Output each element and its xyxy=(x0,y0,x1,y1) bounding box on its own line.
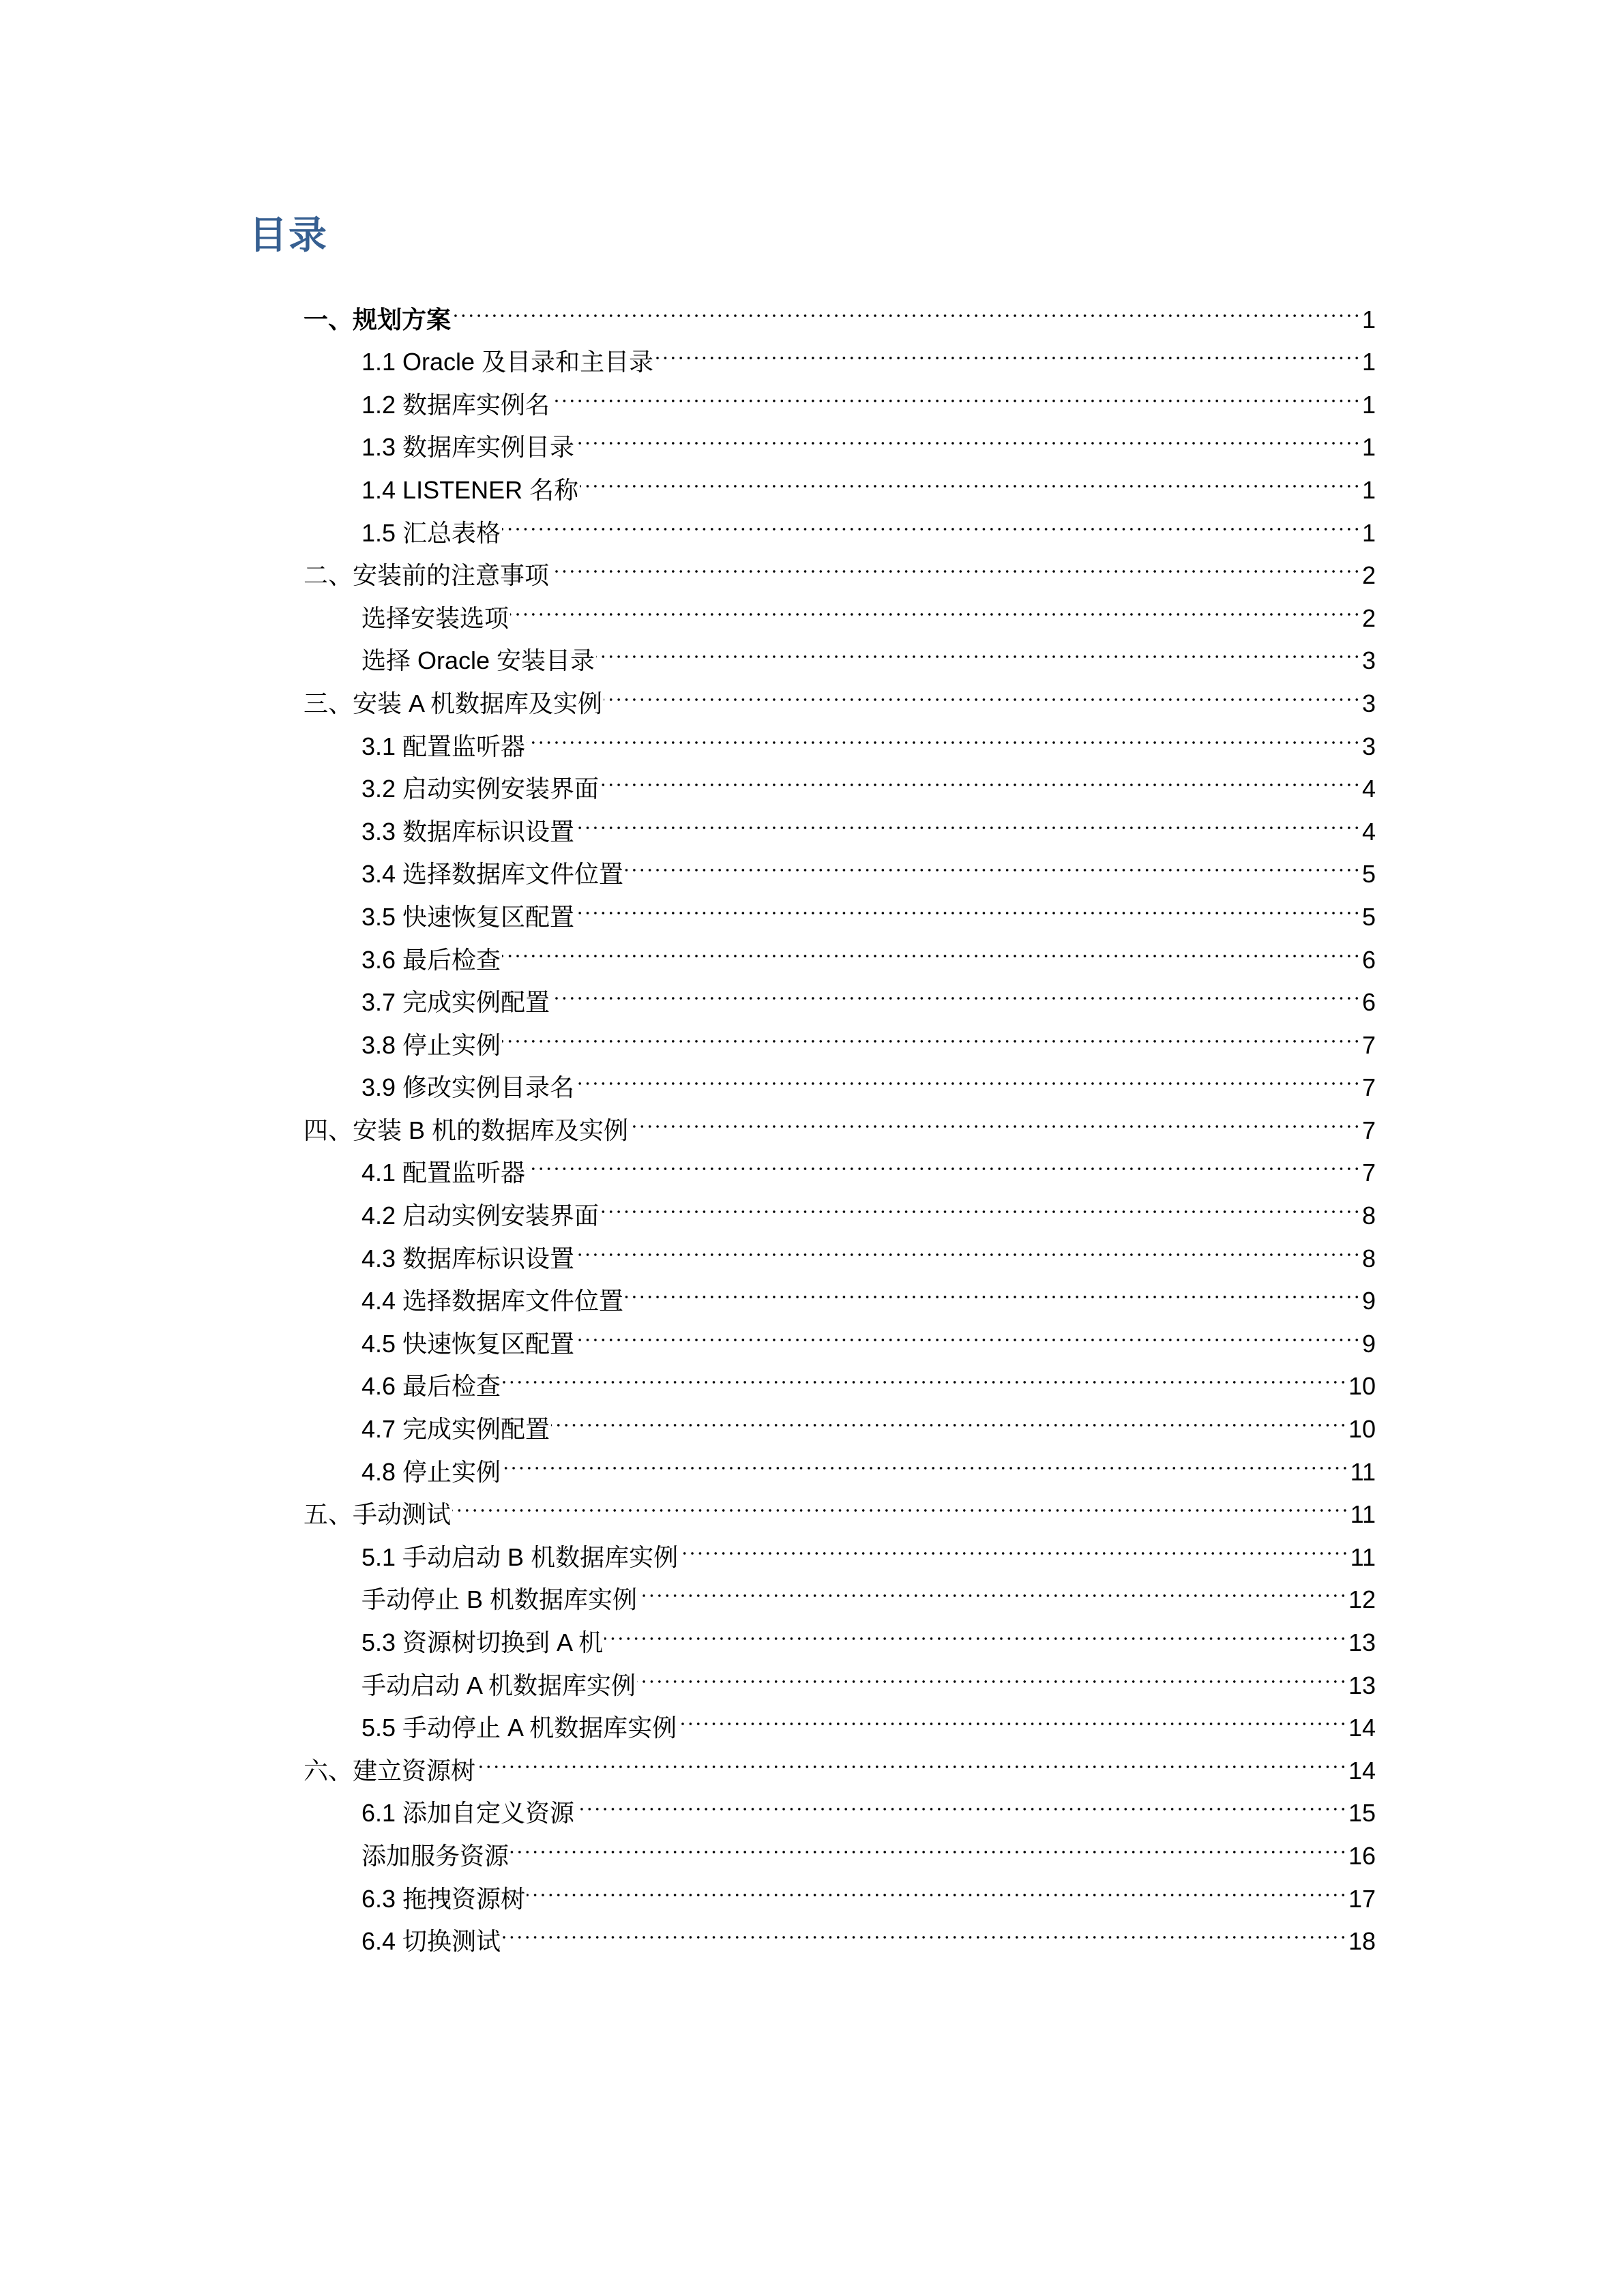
toc-entry-label: 3.3 数据库标识设置 xyxy=(361,817,575,846)
toc-entry-label: 二、安装前的注意事项 xyxy=(304,561,550,590)
toc-entry-label: 3.6 最后检查 xyxy=(361,945,501,974)
toc-entry-page-number: 1 xyxy=(1361,433,1376,462)
dot-leader xyxy=(576,1309,1361,1352)
dot-leader xyxy=(510,584,1361,627)
table-of-contents xyxy=(304,285,1376,1956)
dot-leader xyxy=(679,1523,1349,1566)
toc-entry-page-number: 10 xyxy=(1348,1415,1376,1444)
toc-entry-page-number: 6 xyxy=(1361,945,1376,974)
toc-entry-page-number: 7 xyxy=(1361,1073,1376,1102)
dot-leader xyxy=(502,1011,1361,1054)
toc-entry-label: 五、手动测试 xyxy=(304,1500,452,1529)
dot-leader xyxy=(576,882,1361,925)
dot-leader xyxy=(625,1267,1361,1310)
toc-entry-label: 5.5 手动停止 A 机数据库实例 xyxy=(361,1714,677,1742)
toc-entry-label: 4.7 完成实例配置 xyxy=(361,1415,550,1444)
toc-entry-page-number: 8 xyxy=(1361,1202,1376,1230)
dot-leader xyxy=(551,1395,1347,1437)
dot-leader xyxy=(604,1608,1347,1651)
toc-entry-page-number: 14 xyxy=(1348,1714,1376,1742)
dot-leader xyxy=(678,1694,1347,1737)
toc-entry-page-number: 1 xyxy=(1361,348,1376,376)
dot-leader xyxy=(502,1437,1349,1480)
toc-entry-page-number: 11 xyxy=(1350,1457,1376,1486)
toc-entry-label: 1.2 数据库实例名 xyxy=(361,390,550,419)
dot-leader xyxy=(638,1566,1347,1609)
dot-leader xyxy=(527,1139,1361,1182)
dot-leader xyxy=(502,1352,1347,1395)
toc-entry-label: 1.3 数据库实例目录 xyxy=(361,433,575,462)
dot-leader xyxy=(551,968,1361,1011)
dot-leader xyxy=(510,1821,1347,1864)
toc-entry-label: 4.3 数据库标识设置 xyxy=(361,1244,575,1272)
dot-leader xyxy=(637,1651,1347,1694)
toc-entry-page-number: 15 xyxy=(1348,1799,1376,1828)
dot-leader xyxy=(502,1907,1347,1950)
toc-entry-label: 3.4 选择数据库文件位置 xyxy=(361,860,624,889)
dot-leader xyxy=(551,370,1361,413)
dot-leader xyxy=(576,413,1361,456)
toc-entry-label: 3.7 完成实例配置 xyxy=(361,988,550,1017)
dot-leader xyxy=(630,1096,1361,1139)
toc-entry-label: 6.3 拖拽资源树 xyxy=(361,1884,526,1913)
toc-entry-page-number: 2 xyxy=(1361,561,1376,590)
toc-entry-page-number: 7 xyxy=(1361,1159,1376,1187)
toc-entry-label: 选择安装选项 xyxy=(361,603,510,632)
toc-entry-label: 4.6 最后检查 xyxy=(361,1372,501,1401)
toc-entry-label: 4.1 配置监听器 xyxy=(361,1159,526,1187)
toc-entry-page-number: 9 xyxy=(1361,1287,1376,1315)
toc-entry-page-number: 14 xyxy=(1348,1756,1376,1785)
toc-entry-page-number: 13 xyxy=(1348,1628,1376,1656)
toc-entry-page-number: 1 xyxy=(1361,305,1376,333)
toc-entry-page-number: 5 xyxy=(1361,860,1376,889)
toc-entry-page-number: 11 xyxy=(1350,1542,1376,1571)
toc-entry-page-number: 4 xyxy=(1361,817,1376,846)
toc-entry-page-number: 1 xyxy=(1361,518,1376,547)
toc-entry-label: 6.1 添加自定义资源 xyxy=(361,1799,575,1828)
toc-entry-page-number: 3 xyxy=(1361,689,1376,717)
toc-entry-label: 4.8 停止实例 xyxy=(361,1457,501,1486)
dot-leader xyxy=(600,755,1361,798)
toc-entry-page-number: 8 xyxy=(1361,1244,1376,1272)
dot-leader xyxy=(655,328,1361,371)
dot-leader xyxy=(527,712,1361,755)
toc-entry-label: 3.9 修改实例目录名 xyxy=(361,1073,575,1102)
dot-leader xyxy=(502,925,1361,968)
toc-entry-label: 4.4 选择数据库文件位置 xyxy=(361,1287,624,1315)
dot-leader xyxy=(527,1864,1347,1907)
toc-entry-page-number: 7 xyxy=(1361,1030,1376,1059)
toc-entry[interactable] xyxy=(304,1523,1376,1571)
toc-entry-label: 手动停止 B 机数据库实例 xyxy=(361,1585,638,1614)
toc-entry-label: 1.1 Oracle 及目录和主目录 xyxy=(361,348,654,376)
toc-entry-page-number: 13 xyxy=(1348,1671,1376,1699)
toc-entry-page-number: 1 xyxy=(1361,475,1376,504)
dot-leader xyxy=(596,627,1361,670)
toc-entry-page-number: 6 xyxy=(1361,988,1376,1017)
toc-entry-label: 5.3 资源树切换到 A 机 xyxy=(361,1628,604,1656)
toc-entry-page-number: 5 xyxy=(1361,902,1376,931)
toc-entry-page-number: 4 xyxy=(1361,775,1376,803)
toc-entry-label: 3.1 配置监听器 xyxy=(361,732,526,760)
toc-entry-label: 六、建立资源树 xyxy=(304,1756,476,1785)
toc-entry-page-number: 16 xyxy=(1348,1841,1376,1870)
toc-entry-page-number: 7 xyxy=(1361,1116,1376,1144)
toc-entry-label: 3.8 停止实例 xyxy=(361,1030,501,1059)
toc-entry-label: 三、安装 A 机数据库及实例 xyxy=(304,689,603,717)
toc-entry-page-number: 10 xyxy=(1348,1372,1376,1401)
toc-entry-label: 4.5 快速恢复区配置 xyxy=(361,1329,575,1358)
toc-entry-page-number: 18 xyxy=(1348,1927,1376,1956)
dot-leader xyxy=(604,669,1361,712)
dot-leader xyxy=(477,1736,1347,1779)
toc-entry-label: 3.2 启动实例安装界面 xyxy=(361,775,600,803)
toc-entry[interactable] xyxy=(304,328,1376,376)
toc-entry[interactable] xyxy=(304,285,1376,333)
dot-leader xyxy=(625,840,1361,883)
toc-entry-label: 5.1 手动启动 B 机数据库实例 xyxy=(361,1542,679,1571)
dot-leader xyxy=(600,1181,1361,1224)
toc-entry-label: 6.4 切换测试 xyxy=(361,1927,501,1956)
toc-entry-label: 一、规划方案 xyxy=(304,305,452,333)
toc-entry-page-number: 17 xyxy=(1348,1884,1376,1913)
toc-entry-page-number: 2 xyxy=(1361,603,1376,632)
toc-entry-label: 手动启动 A 机数据库实例 xyxy=(361,1671,636,1699)
toc-entry-label: 选择 Oracle 安装目录 xyxy=(361,646,595,675)
toc-entry-label: 1.4 LISTENER 名称 xyxy=(361,475,579,504)
toc-entry-label: 4.2 启动实例安装界面 xyxy=(361,1202,600,1230)
dot-leader xyxy=(576,1054,1361,1097)
toc-entry-page-number: 11 xyxy=(1350,1500,1376,1529)
dot-leader xyxy=(576,797,1361,840)
toc-entry-page-number: 9 xyxy=(1361,1329,1376,1358)
dot-leader xyxy=(576,1224,1361,1267)
toc-entry-page-number: 12 xyxy=(1348,1585,1376,1614)
toc-entry-label: 3.5 快速恢复区配置 xyxy=(361,902,575,931)
toc-entry[interactable] xyxy=(304,1480,1376,1529)
dot-leader xyxy=(576,1779,1347,1822)
toc-title: 目录 xyxy=(249,213,328,256)
toc-entry-page-number: 3 xyxy=(1361,646,1376,675)
toc-entry-page-number: 3 xyxy=(1361,732,1376,760)
dot-leader xyxy=(452,1480,1349,1523)
toc-entry-label: 四、安装 B 机的数据库及实例 xyxy=(304,1116,629,1144)
toc-entry-label: 添加服务资源 xyxy=(361,1841,510,1870)
toc-entry-page-number: 1 xyxy=(1361,390,1376,419)
dot-leader xyxy=(580,456,1361,498)
dot-leader xyxy=(502,498,1361,541)
dot-leader xyxy=(452,285,1361,328)
toc-entry-label: 1.5 汇总表格 xyxy=(361,518,501,547)
dot-leader xyxy=(550,541,1361,584)
